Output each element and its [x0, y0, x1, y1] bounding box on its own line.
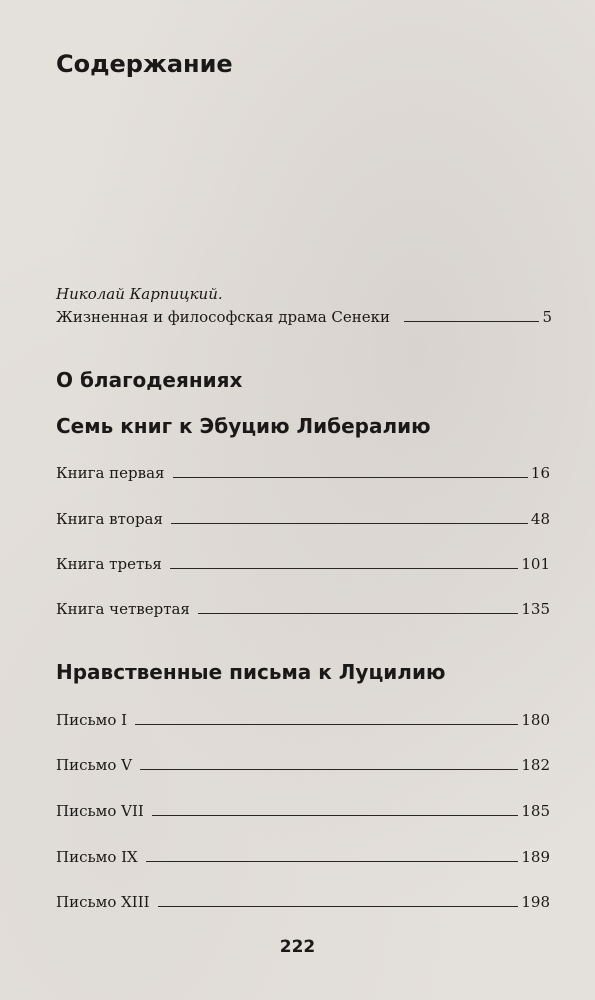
toc-leader-line: [170, 567, 518, 569]
toc-entry-label: Письмо IX: [56, 848, 138, 866]
toc-page-number: 185: [521, 802, 550, 820]
toc-leader-line: [140, 768, 518, 770]
toc-page-number: 182: [521, 756, 550, 774]
toc-leader-line: [198, 612, 518, 614]
toc-entry-label: Книга четвертая: [56, 600, 190, 618]
toc-entry-label: Письмо V: [56, 756, 132, 774]
toc-entry-letter-7[interactable]: [56, 796, 550, 820]
toc-leader-line: [146, 860, 519, 862]
toc-entry-label: Жизненная и философская драма Сенеки: [56, 308, 391, 326]
toc-entry-letter-5[interactable]: [56, 750, 550, 774]
toc-entry-book-4[interactable]: [56, 594, 550, 618]
toc-entry-letter-1[interactable]: [56, 705, 550, 729]
toc-entry-intro[interactable]: [56, 302, 552, 326]
toc-entry-label: Книга первая: [56, 464, 165, 482]
toc-page-number: 189: [521, 848, 550, 866]
toc-leader-line: [135, 723, 518, 725]
toc-entry-book-1[interactable]: [56, 458, 550, 482]
toc-leader-line: [173, 476, 528, 478]
toc-entry-letter-13[interactable]: [56, 887, 550, 911]
toc-page-number: 16: [530, 464, 550, 482]
toc-leader-line: [404, 320, 539, 322]
toc-leader-line: [152, 814, 519, 816]
page-number-folio: 222: [279, 937, 316, 957]
toc-page-number: 180: [521, 711, 550, 729]
toc-entry-book-2[interactable]: [56, 504, 550, 528]
toc-leader-line: [158, 905, 519, 907]
toc-page-number: 198: [521, 893, 550, 911]
toc-page-number: 48: [530, 510, 550, 528]
toc-entry-label: Письмо VII: [56, 802, 144, 820]
page-title: Содержание: [56, 50, 233, 78]
toc-entry-label: Письмо I: [56, 711, 128, 729]
toc-entry-label: Книга вторая: [56, 510, 163, 528]
intro-author: Николай Карпицкий.: [56, 285, 223, 303]
section-subtitle-books: Семь книг к Эбуцию Либералию: [56, 414, 431, 438]
section-title-letters: Нравственные письма к Луцилию: [56, 660, 446, 684]
toc-page-number: 5: [542, 308, 552, 326]
toc-entry-letter-9[interactable]: [56, 842, 550, 866]
toc-entry-label: Письмо XIII: [56, 893, 150, 911]
toc-entry-label: Книга третья: [56, 555, 162, 573]
toc-page-number: 101: [521, 555, 550, 573]
toc-leader-line: [171, 522, 528, 524]
toc-entry-book-3[interactable]: [56, 549, 550, 573]
toc-page-number: 135: [521, 600, 550, 618]
section-title-benefits: О благодеяниях: [56, 368, 243, 392]
